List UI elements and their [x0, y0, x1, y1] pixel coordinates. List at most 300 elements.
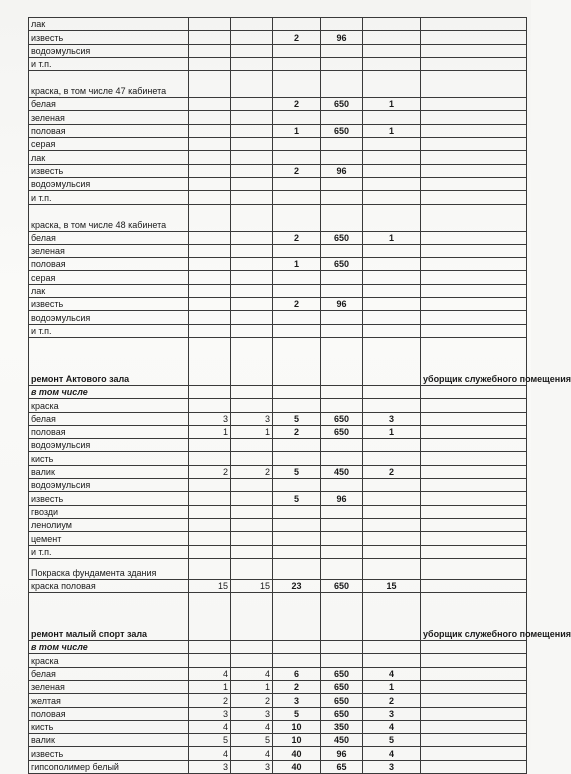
qty-cell-1: [189, 399, 231, 412]
qty-cell-1: [189, 452, 231, 465]
qty-cell-3: 2: [273, 425, 321, 438]
qty-cell-1: [189, 124, 231, 137]
price-cell: [321, 532, 363, 545]
qty-cell-2: 2: [231, 465, 273, 478]
qty-cell-4: [363, 311, 421, 324]
qty-cell-2: 4: [231, 720, 273, 733]
table-row: [29, 558, 527, 579]
responsible-cell: [421, 492, 527, 505]
responsible-cell: [421, 425, 527, 438]
qty-cell-1: [189, 164, 231, 177]
responsible-cell: [421, 138, 527, 151]
table-row: [29, 479, 527, 492]
qty-cell-3: 10: [273, 720, 321, 733]
item-name-cell: и т.п.: [29, 545, 189, 558]
price-cell: [321, 399, 363, 412]
qty-cell-1: [189, 492, 231, 505]
item-name-cell: и т.п.: [29, 57, 189, 70]
qty-cell-2: [231, 654, 273, 667]
responsible-cell: [421, 31, 527, 44]
qty-cell-4: 3: [363, 760, 421, 773]
price-cell: 650: [321, 258, 363, 271]
qty-cell-1: [189, 654, 231, 667]
item-name-cell: ремонт Актового зала: [29, 337, 189, 385]
price-cell: [321, 18, 363, 31]
responsible-cell: [421, 111, 527, 124]
qty-cell-3: [273, 151, 321, 164]
qty-cell-3: 2: [273, 164, 321, 177]
qty-cell-1: [189, 111, 231, 124]
responsible-cell: [421, 44, 527, 57]
responsible-cell: [421, 760, 527, 773]
qty-cell-1: 1: [189, 425, 231, 438]
qty-cell-4: [363, 31, 421, 44]
qty-cell-1: [189, 231, 231, 244]
qty-cell-3: [273, 518, 321, 531]
qty-cell-3: [273, 532, 321, 545]
qty-cell-3: [273, 44, 321, 57]
table-row: [29, 71, 527, 98]
qty-cell-4: [363, 177, 421, 190]
item-name-cell: известь: [29, 492, 189, 505]
table-row: [29, 298, 527, 311]
qty-cell-2: [231, 244, 273, 257]
table-row: [29, 532, 527, 545]
price-cell: [321, 244, 363, 257]
price-cell: 650: [321, 425, 363, 438]
qty-cell-1: [189, 271, 231, 284]
responsible-cell: [421, 532, 527, 545]
qty-cell-2: [231, 532, 273, 545]
qty-cell-4: [363, 271, 421, 284]
qty-cell-4: 3: [363, 707, 421, 720]
price-cell: 650: [321, 579, 363, 592]
qty-cell-2: [231, 298, 273, 311]
responsible-cell: [421, 177, 527, 190]
item-name-cell: водоэмульсия: [29, 44, 189, 57]
qty-cell-1: [189, 284, 231, 297]
qty-cell-1: [189, 439, 231, 452]
qty-cell-3: 5: [273, 492, 321, 505]
qty-cell-2: [231, 337, 273, 385]
price-cell: [321, 518, 363, 531]
table-row: [29, 734, 527, 747]
qty-cell-4: [363, 593, 421, 641]
price-cell: [321, 654, 363, 667]
item-name-cell: ремонт малый спорт зала: [29, 593, 189, 641]
qty-cell-2: [231, 324, 273, 337]
price-cell: 96: [321, 747, 363, 760]
table-row: [29, 694, 527, 707]
responsible-cell: [421, 271, 527, 284]
responsible-cell: [421, 124, 527, 137]
qty-cell-3: [273, 593, 321, 641]
price-cell: [321, 111, 363, 124]
price-cell: [321, 452, 363, 465]
table-row: [29, 425, 527, 438]
table-row: [29, 164, 527, 177]
qty-cell-3: 10: [273, 734, 321, 747]
qty-cell-2: [231, 71, 273, 98]
qty-cell-4: 2: [363, 465, 421, 478]
qty-cell-1: [189, 324, 231, 337]
qty-cell-4: [363, 44, 421, 57]
qty-cell-3: [273, 479, 321, 492]
qty-cell-1: [189, 593, 231, 641]
responsible-cell: [421, 579, 527, 592]
item-name-cell: кисть: [29, 452, 189, 465]
item-name-cell: белая: [29, 98, 189, 111]
item-name-cell: известь: [29, 31, 189, 44]
responsible-cell: [421, 204, 527, 231]
price-cell: 96: [321, 164, 363, 177]
price-cell: [321, 593, 363, 641]
item-name-cell: краска: [29, 654, 189, 667]
responsible-cell: [421, 191, 527, 204]
qty-cell-2: [231, 151, 273, 164]
qty-cell-3: 40: [273, 760, 321, 773]
qty-cell-3: 3: [273, 694, 321, 707]
qty-cell-1: 1: [189, 680, 231, 693]
item-name-cell: лак: [29, 18, 189, 31]
table-row: [29, 177, 527, 190]
table-row: [29, 593, 527, 641]
qty-cell-2: [231, 518, 273, 531]
table-row: [29, 31, 527, 44]
table-row: [29, 138, 527, 151]
responsible-cell: [421, 439, 527, 452]
responsible-cell: [421, 452, 527, 465]
qty-cell-4: [363, 151, 421, 164]
responsible-cell: [421, 479, 527, 492]
qty-cell-1: [189, 31, 231, 44]
price-cell: [321, 641, 363, 654]
price-cell: [321, 324, 363, 337]
table-row: [29, 191, 527, 204]
qty-cell-3: 23: [273, 579, 321, 592]
responsible-cell: [421, 707, 527, 720]
price-cell: 96: [321, 31, 363, 44]
price-cell: 650: [321, 667, 363, 680]
table-row: [29, 760, 527, 773]
qty-cell-2: [231, 258, 273, 271]
qty-cell-1: [189, 57, 231, 70]
item-name-cell: зеленая: [29, 680, 189, 693]
item-name-cell: серая: [29, 271, 189, 284]
qty-cell-4: 5: [363, 734, 421, 747]
price-cell: [321, 385, 363, 398]
item-name-cell: краска, в том числе 48 кабинета: [29, 204, 189, 231]
qty-cell-3: [273, 545, 321, 558]
qty-cell-4: [363, 452, 421, 465]
qty-cell-4: [363, 479, 421, 492]
qty-cell-2: [231, 641, 273, 654]
responsible-cell: [421, 641, 527, 654]
item-name-cell: гипсополимер белый: [29, 760, 189, 773]
qty-cell-2: 5: [231, 734, 273, 747]
qty-cell-2: 1: [231, 680, 273, 693]
qty-cell-4: [363, 337, 421, 385]
qty-cell-1: 3: [189, 760, 231, 773]
qty-cell-2: [231, 492, 273, 505]
qty-cell-1: [189, 244, 231, 257]
qty-cell-1: 4: [189, 747, 231, 760]
table-row: [29, 244, 527, 257]
qty-cell-1: 2: [189, 694, 231, 707]
price-cell: 650: [321, 680, 363, 693]
qty-cell-2: [231, 385, 273, 398]
item-name-cell: половая: [29, 425, 189, 438]
responsible-cell: [421, 324, 527, 337]
qty-cell-4: [363, 654, 421, 667]
qty-cell-4: 1: [363, 425, 421, 438]
table-row: [29, 258, 527, 271]
qty-cell-4: 4: [363, 747, 421, 760]
table-row: [29, 465, 527, 478]
qty-cell-4: [363, 505, 421, 518]
item-name-cell: известь: [29, 747, 189, 760]
table-row: [29, 204, 527, 231]
item-name-cell: валик: [29, 734, 189, 747]
qty-cell-3: 2: [273, 298, 321, 311]
qty-cell-2: 1: [231, 425, 273, 438]
qty-cell-4: [363, 191, 421, 204]
qty-cell-2: [231, 558, 273, 579]
responsible-cell: [421, 465, 527, 478]
price-cell: 650: [321, 412, 363, 425]
qty-cell-2: [231, 311, 273, 324]
qty-cell-4: [363, 518, 421, 531]
responsible-cell: [421, 412, 527, 425]
qty-cell-1: [189, 641, 231, 654]
qty-cell-1: [189, 518, 231, 531]
responsible-cell: [421, 151, 527, 164]
qty-cell-3: [273, 337, 321, 385]
qty-cell-1: [189, 177, 231, 190]
table-row: [29, 439, 527, 452]
qty-cell-2: [231, 111, 273, 124]
table-row: [29, 151, 527, 164]
table-row: [29, 399, 527, 412]
qty-cell-3: [273, 385, 321, 398]
qty-cell-3: 5: [273, 465, 321, 478]
item-name-cell: и т.п.: [29, 324, 189, 337]
table-row: [29, 545, 527, 558]
price-cell: [321, 191, 363, 204]
qty-cell-2: [231, 98, 273, 111]
qty-cell-2: 4: [231, 667, 273, 680]
responsible-cell: [421, 505, 527, 518]
responsible-cell: [421, 667, 527, 680]
qty-cell-2: [231, 18, 273, 31]
qty-cell-1: [189, 505, 231, 518]
item-name-cell: белая: [29, 231, 189, 244]
qty-cell-4: [363, 641, 421, 654]
table-row: [29, 707, 527, 720]
qty-cell-4: [363, 18, 421, 31]
qty-cell-1: [189, 44, 231, 57]
qty-cell-1: [189, 337, 231, 385]
table-row: [29, 579, 527, 592]
table-row: [29, 311, 527, 324]
qty-cell-3: [273, 244, 321, 257]
qty-cell-2: 3: [231, 412, 273, 425]
qty-cell-1: [189, 71, 231, 98]
item-name-cell: половая: [29, 258, 189, 271]
qty-cell-4: [363, 492, 421, 505]
price-cell: 650: [321, 707, 363, 720]
qty-cell-1: [189, 151, 231, 164]
item-name-cell: краска: [29, 399, 189, 412]
table-row: [29, 111, 527, 124]
qty-cell-4: 1: [363, 98, 421, 111]
qty-cell-1: [189, 479, 231, 492]
responsible-cell: [421, 654, 527, 667]
qty-cell-1: [189, 532, 231, 545]
qty-cell-3: 2: [273, 31, 321, 44]
qty-cell-2: [231, 124, 273, 137]
responsible-cell: [421, 284, 527, 297]
item-name-cell: Покраска фундамента здания: [29, 558, 189, 579]
responsible-cell: уборщик служебного помещения: [421, 337, 527, 385]
qty-cell-3: 2: [273, 680, 321, 693]
qty-cell-4: [363, 164, 421, 177]
qty-cell-3: [273, 505, 321, 518]
table-row: [29, 680, 527, 693]
qty-cell-3: [273, 204, 321, 231]
qty-cell-2: [231, 44, 273, 57]
table-row: [29, 518, 527, 531]
responsible-cell: [421, 98, 527, 111]
table-row: [29, 124, 527, 137]
qty-cell-3: [273, 399, 321, 412]
qty-cell-2: [231, 505, 273, 518]
qty-cell-4: [363, 204, 421, 231]
price-cell: 450: [321, 465, 363, 478]
qty-cell-3: [273, 452, 321, 465]
price-cell: 450: [321, 734, 363, 747]
qty-cell-1: 3: [189, 412, 231, 425]
qty-cell-1: [189, 258, 231, 271]
qty-cell-4: [363, 71, 421, 98]
qty-cell-2: 3: [231, 707, 273, 720]
qty-cell-4: [363, 284, 421, 297]
table-row: [29, 452, 527, 465]
responsible-cell: [421, 164, 527, 177]
item-name-cell: известь: [29, 298, 189, 311]
responsible-cell: [421, 244, 527, 257]
qty-cell-3: [273, 558, 321, 579]
price-cell: [321, 545, 363, 558]
qty-cell-3: [273, 191, 321, 204]
qty-cell-2: [231, 164, 273, 177]
qty-cell-2: [231, 399, 273, 412]
qty-cell-3: 40: [273, 747, 321, 760]
table-row: [29, 98, 527, 111]
price-cell: 96: [321, 298, 363, 311]
qty-cell-3: [273, 271, 321, 284]
qty-cell-4: [363, 399, 421, 412]
qty-cell-2: [231, 479, 273, 492]
responsible-cell: [421, 71, 527, 98]
table-row: [29, 284, 527, 297]
price-cell: [321, 204, 363, 231]
qty-cell-1: [189, 138, 231, 151]
qty-cell-3: [273, 18, 321, 31]
qty-cell-3: 2: [273, 98, 321, 111]
qty-cell-3: 2: [273, 231, 321, 244]
table-row: [29, 57, 527, 70]
price-cell: [321, 44, 363, 57]
qty-cell-2: [231, 57, 273, 70]
item-name-cell: валик: [29, 465, 189, 478]
item-name-cell: половая: [29, 124, 189, 137]
item-name-cell: серая: [29, 138, 189, 151]
item-name-cell: и т.п.: [29, 191, 189, 204]
responsible-cell: [421, 720, 527, 733]
qty-cell-1: [189, 204, 231, 231]
materials-table-body: [29, 18, 571, 774]
qty-cell-3: [273, 138, 321, 151]
responsible-cell: уборщик служебного помещения: [421, 593, 527, 641]
qty-cell-2: 15: [231, 579, 273, 592]
qty-cell-4: [363, 558, 421, 579]
responsible-cell: [421, 298, 527, 311]
item-name-cell: половая: [29, 707, 189, 720]
qty-cell-3: [273, 324, 321, 337]
materials-table: [28, 17, 571, 774]
table-row: [29, 44, 527, 57]
qty-cell-4: [363, 439, 421, 452]
qty-cell-1: 3: [189, 707, 231, 720]
price-cell: [321, 505, 363, 518]
qty-cell-3: [273, 311, 321, 324]
qty-cell-1: 15: [189, 579, 231, 592]
qty-cell-3: 5: [273, 707, 321, 720]
item-name-cell: краска, в том числе 47 кабинета: [29, 71, 189, 98]
table-row: [29, 654, 527, 667]
qty-cell-2: [231, 439, 273, 452]
qty-cell-2: [231, 231, 273, 244]
qty-cell-4: [363, 258, 421, 271]
qty-cell-4: 4: [363, 720, 421, 733]
responsible-cell: [421, 558, 527, 579]
price-cell: [321, 177, 363, 190]
price-cell: [321, 284, 363, 297]
qty-cell-2: [231, 177, 273, 190]
qty-cell-2: [231, 284, 273, 297]
responsible-cell: [421, 385, 527, 398]
price-cell: 96: [321, 492, 363, 505]
price-cell: 65: [321, 760, 363, 773]
qty-cell-2: 2: [231, 694, 273, 707]
price-cell: 650: [321, 231, 363, 244]
price-cell: 650: [321, 98, 363, 111]
table-row: [29, 385, 527, 398]
price-cell: [321, 439, 363, 452]
qty-cell-3: [273, 111, 321, 124]
qty-cell-1: [189, 191, 231, 204]
qty-cell-3: [273, 71, 321, 98]
qty-cell-4: [363, 138, 421, 151]
qty-cell-3: 6: [273, 667, 321, 680]
qty-cell-4: [363, 244, 421, 257]
qty-cell-4: [363, 545, 421, 558]
qty-cell-3: 1: [273, 258, 321, 271]
item-name-cell: зеленая: [29, 244, 189, 257]
table-row: [29, 505, 527, 518]
price-cell: [321, 558, 363, 579]
